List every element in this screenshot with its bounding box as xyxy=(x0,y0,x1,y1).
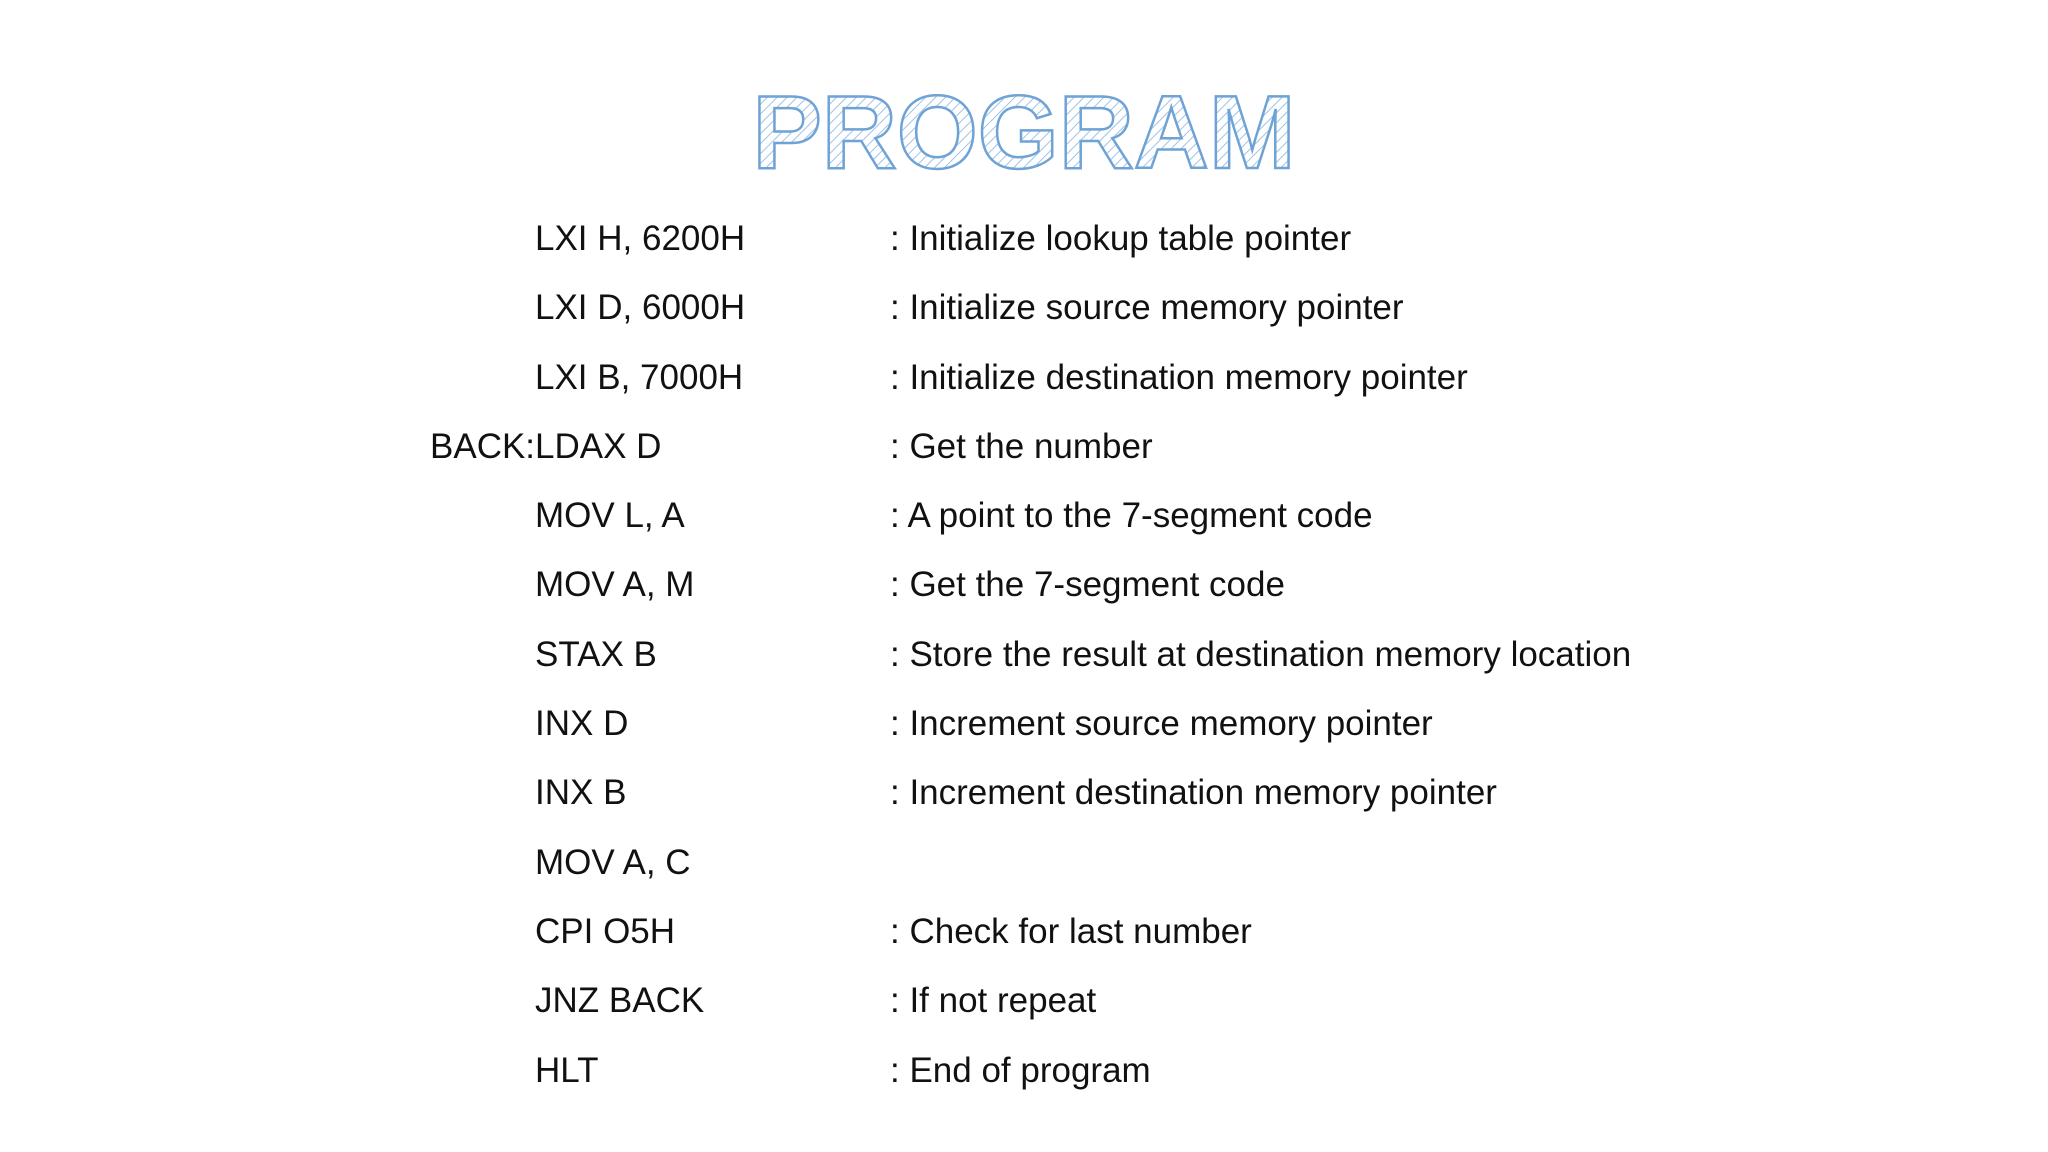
line-instruction: CPI O5H xyxy=(535,911,676,951)
line-instruction: JNZ BACK xyxy=(535,981,705,1021)
program-line xyxy=(0,424,2048,493)
line-comment: : End of program xyxy=(890,1050,1151,1090)
line-instruction: MOV A, M xyxy=(535,565,695,605)
program-line xyxy=(0,978,2048,1047)
line-comment: : Increment source memory pointer xyxy=(890,704,1433,744)
program-line xyxy=(0,1048,2048,1117)
line-instruction: MOV A, C xyxy=(535,842,691,882)
line-comment: : Get the 7-segment code xyxy=(890,565,1285,605)
line-instruction: INX D xyxy=(535,704,629,744)
title-text: PROGRAM xyxy=(752,75,1296,191)
line-comment: : Initialize source memory pointer xyxy=(890,288,1404,328)
line-instruction: LDAX D xyxy=(535,426,662,466)
line-comment: : If not repeat xyxy=(890,981,1097,1021)
program-line xyxy=(0,701,2048,770)
line-comment: : Check for last number xyxy=(890,911,1252,951)
line-instruction: LXI H, 6200H xyxy=(535,219,746,258)
line-comment: : Initialize lookup table pointer xyxy=(890,219,1352,258)
program-listing xyxy=(0,216,2048,1117)
program-line xyxy=(0,562,2048,631)
line-comment: : Increment destination memory pointer xyxy=(890,773,1497,813)
title-outline-graphic xyxy=(0,62,2048,192)
program-line xyxy=(0,909,2048,978)
line-comment: : Store the result at destination memory location xyxy=(890,634,1632,674)
line-instruction: LXI D, 6000H xyxy=(535,288,746,328)
line-instruction: HLT xyxy=(535,1050,599,1090)
line-comment: : Initialize destination memory pointer xyxy=(890,357,1468,397)
line-label: BACK: xyxy=(430,426,536,466)
line-comment: : Get the number xyxy=(890,426,1153,466)
line-instruction: STAX B xyxy=(535,634,657,674)
program-line xyxy=(0,840,2048,909)
program-line xyxy=(0,632,2048,701)
line-instruction: MOV L, A xyxy=(535,496,685,536)
program-line xyxy=(0,493,2048,562)
program-line xyxy=(0,285,2048,354)
line-instruction: LXI B, 7000H xyxy=(535,357,744,397)
line-instruction: INX B xyxy=(535,773,627,813)
line-comment: : A point to the 7-segment code xyxy=(890,496,1373,536)
program-line xyxy=(0,770,2048,839)
program-line xyxy=(0,216,2048,285)
program-line xyxy=(0,355,2048,424)
page-title xyxy=(0,62,2048,192)
